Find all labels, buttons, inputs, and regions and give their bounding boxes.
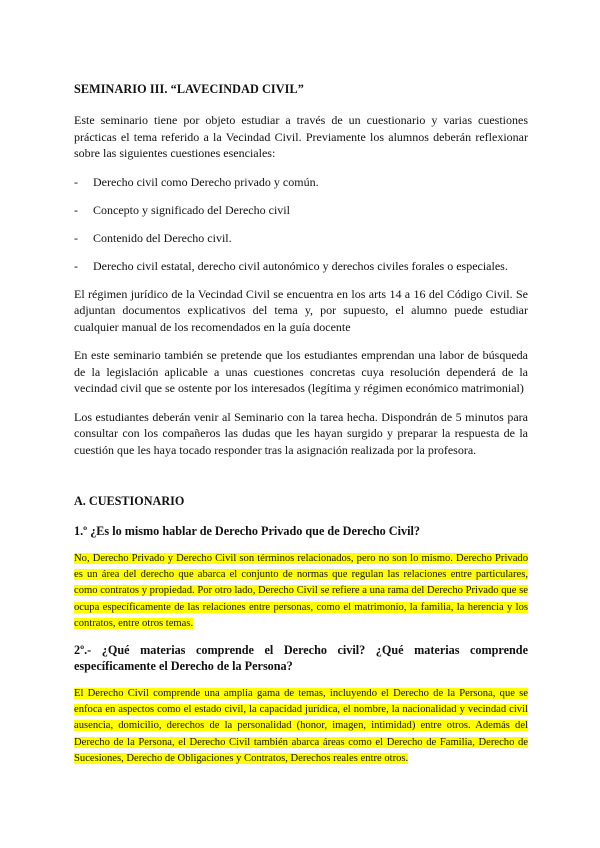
seminar-purpose-paragraph: En este seminario también se pretende que los estudiantes emprendan una labor de búsqueda de la legislación aplicable a unas cuestiones concretas cuya resolución dependerá de la vecindad civil que se ostente por los interesados (legítima y régimen económico matrimonial): [74, 348, 528, 395]
highlighted-answer-text: El Derecho Civil comprende una amplia gama de temas, incluyendo el Derecho de la Persona, que se enfoca en aspectos como el estado civil, la capacidad jurídica, el nombre, la nacionalidad y vecindad civil ausencia, domicilio, derechos de la personalidad (honor, imagen, intimidad) entre otros. Además del Derecho de la Persona, el Derecho Civil también abarca áreas como el Derecho de Familia, Derecho de Sucesiones, Derecho de Obligaciones y Contratos, Derechos reales entre otros.: [74, 688, 528, 764]
list-item-text: Derecho civil como Derecho privado y común.: [93, 174, 319, 189]
section-heading: A. CUESTIONARIO: [74, 494, 185, 508]
answer-1: [74, 551, 528, 632]
answer-2: [74, 686, 528, 767]
highlighted-answer-text: No, Derecho Privado y Derecho Civil son términos relacionados, pero no son lo mismo. Derecho Privado es un área del derecho que abarca el conjunto de normas que regulan las relaciones entre particulares, como contratos y propiedad. Por otro lado, Derecho Civil se refiere a una rama del Derecho Privado que se ocupa específicamente de las relaciones entre personas, como el matrimonio, la familia, la herencia y los contratos, entre otros temas.: [74, 553, 528, 629]
list-dash: -: [74, 202, 78, 217]
list-item: [74, 174, 528, 190]
legal-regime-paragraph: El régimen jurídico de la Vecindad Civil se encuentra en los arts 14 a 16 del Código Civil. Se adjuntan documentos explicativos del tema y, por supuesto, el alumno puede estudiar cualquier manual de los recomendados en la guía docente: [74, 286, 528, 334]
homework-paragraph: Los estudiantes deberán venir al Seminario con la tarea hecha. Dispondrán de 5 minutos para consultar con los compañeros las dudas que les hayan surgido y preparar la respuesta de la cuestión que les haya tocado responder tras la asignación realizada por la profesora.: [74, 409, 528, 457]
list-dash: -: [74, 174, 78, 189]
list-dash: -: [74, 230, 78, 245]
intro-paragraph: Este seminario tiene por objeto estudiar a través de un cuestionario y varias cuestiones prácticas el tema referido a la Vecindad Civil. Previamente los alumnos deberán reflexionar sobre las siguientes cuestiones esenciales:: [74, 113, 528, 160]
list-item: [74, 202, 528, 218]
document-title: SEMINARIO III. “LAVECINDAD CIVIL”: [74, 82, 304, 96]
list-item: [74, 230, 528, 246]
list-item-text: Derecho civil estatal, derecho civil autonómico y derechos civiles forales o especiales.: [93, 258, 508, 273]
list-item-text: Concepto y significado del Derecho civil: [93, 202, 290, 217]
list-item-text: Contenido del Derecho civil.: [93, 230, 232, 245]
question-1: 1.º ¿Es lo mismo hablar de Derecho Privado que de Derecho Civil?: [74, 524, 420, 538]
list-item: [74, 258, 528, 274]
essential-questions-list: [74, 174, 528, 274]
question-2: 2º.- ¿Qué materias comprende el Derecho civil? ¿Qué materias comprende específicamente el Derecho de la Persona?: [74, 643, 528, 674]
list-dash: -: [74, 258, 78, 273]
